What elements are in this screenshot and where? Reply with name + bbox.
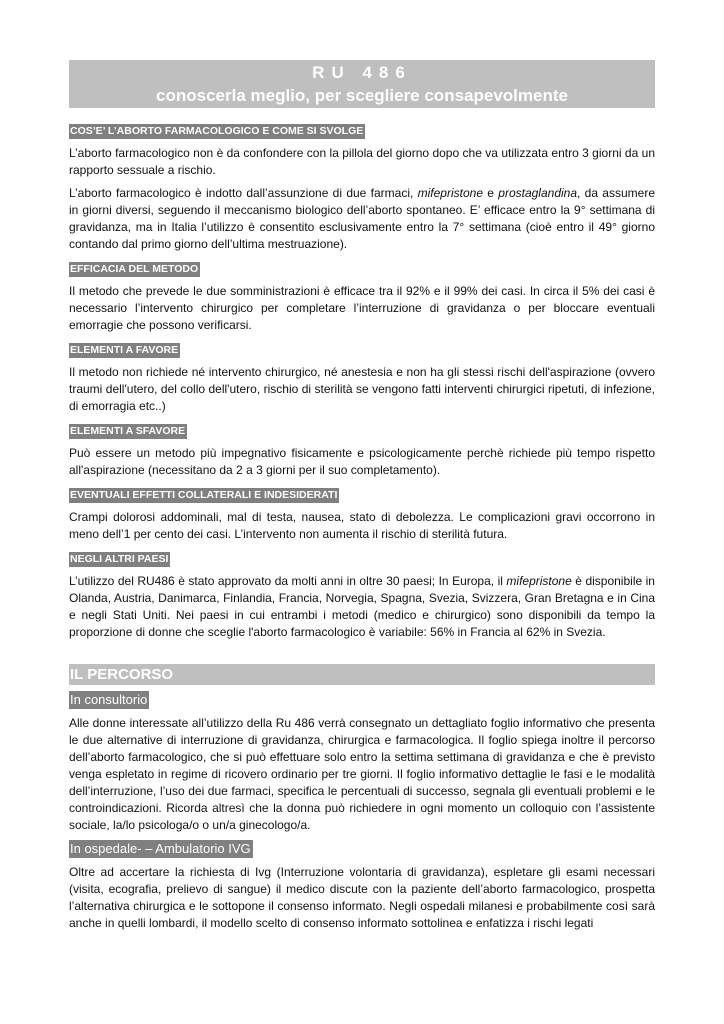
italic-term-mifepristone: mifepristone [506, 574, 572, 588]
text-run: e [483, 186, 499, 200]
text-run: è disponibile in Olanda, Austria, Danimarca, Finlandia, Francia, Norvegia, Spagna, Svezia, Svizzera, Gran Bretagna e in Cina e negli Stati Uniti. Nei paesi in cui entrambi i metodi (medico e chirurgico) sono disponibili da tempo la proporzione di donne che sceglie l'aborto farmacologico è variabile: 56% in Francia al 62% in Svezia. [69, 574, 655, 639]
section-heading-effetti: EVENTUALI EFFETTI COLLATERALI E INDESIDERATI [70, 489, 338, 501]
paragraph-paesi [69, 573, 655, 641]
paragraph-effetti: Crampi dolorosi addominali, mal di testa, nausea, stato di debolezza. Le complicazioni gravi occorrono in meno dell’1 per cento dei casi. L’intervento non aumenta il rischio di sterilità futura. [69, 510, 655, 541]
text-run: , da assumere in giorni diversi, seguendo il meccanismo biologico dell’aborto spontaneo. E’ efficace entro la 9° settimana di gravidanza, ma in Italia l’utilizzo è consentito esclusivamente entro la 7° settimana (cioè entro il 49° giorno contando dal primo giorno dell’ultima mestruazione). [69, 186, 655, 251]
paragraph-ospedale: Oltre ad accertare la richiesta di Ivg (Interruzione volontaria di gravidanza), espletare gli esami necessari (visita, ecografia, prelievo di sangue) il medico discute con la paziente dell’aborto farmacologico, prospetta l’alternativa chirurgica e le sottopone il consenso informato. Negli ospedali milanesi e probabilmente così sarà anche in quelli lombardi, il modello scelto di consenso informato sottolinea e enfatizza i rischi legati [69, 865, 655, 930]
section-heading-paesi: NEGLI ALTRI PAESI [70, 553, 169, 565]
paragraph-consultorio: Alle donne interessate all’utilizzo della Ru 486 verrà consegnato un dettagliato foglio informativo che presenta le due alternative di interruzione di gravidanza, chirurgica e farmacologica. Il foglio spiega inoltre il percorso dell’aborto farmacologico, che si può effettuare solo entro la settima settimana di gravidanza e che è previsto venga espletato in regime di ricovero ordinario per tre giorni. Il foglio informativo dettaglie le fasi e le modalità dell’interruzione, l’uso dei due farmaci, specifica le percentuali di successo, segnala gli eventuali problemi e le controindicazioni. Ricorda altresì che la donna può richiedere in ogni momento un colloquio con l’assistente sociale, la/lo psicologa/o o un/a ginecologo/a. [69, 716, 655, 832]
title-banner [69, 60, 655, 108]
section-heading-sfavore: ELEMENTI A SFAVORE [70, 425, 186, 437]
paragraph-cos-e-2 [69, 185, 655, 253]
section-heading-cos-e: COS’E’ L’ABORTO FARMACOLOGICO E COME SI SVOLGE [70, 125, 364, 137]
section-heading-favore: ELEMENTI A FAVORE [70, 344, 179, 356]
section-heading-efficacia: EFFICACIA DEL METODO [70, 263, 199, 275]
subheading-ospedale: In ospedale- – Ambulatorio IVG [70, 841, 251, 856]
paragraph-cos-e-1: L’aborto farmacologico non è da confondere con la pillola del giorno dopo che va utilizzata entro 3 giorni da un rapporto sessuale a rischio. [69, 146, 655, 177]
text-run: L’utilizzo del RU486 è stato approvato da molti anni in oltre 30 paesi; In Europa, il [69, 574, 507, 588]
paragraph-favore: Il metodo non richiede né intervento chirurgico, né anestesia e non ha gli stessi rischi dell'aspirazione (ovvero traumi dell'utero, del collo dell'utero, rischio di sterilità se vengono fatti interventi chirurgici ripetuti, di infezione, di emorragia etc..) [69, 365, 655, 413]
paragraph-efficacia: Il metodo che prevede le due somministrazioni è efficace tra il 92% e il 99% dei casi. In circa il 5% dei casi è necessario l’intervento chirurgico per completare l’interruzione di gravidanza o per bloccare eventuali emorragie che possono verificarsi. [69, 284, 655, 332]
italic-term-mifepristone: mifepristone [417, 186, 483, 200]
title-subtitle: conoscerla meglio, per scegliere consapevolmente [156, 86, 568, 105]
paragraph-sfavore: Può essere un metodo più impegnativo fisicamente e psicologicamente perchè richiede più tempo rispetto all'aspirazione (necessitano da 2 a 3 giorni per il suo completamento). [69, 446, 655, 477]
document-content [69, 60, 655, 932]
italic-term-prostaglandina: prostaglandina [498, 186, 578, 200]
subheading-consultorio: In consultorio [70, 692, 148, 707]
title-main: RU 486 [312, 63, 412, 82]
text-run: L’aborto farmacologico è indotto dall’assunzione di due farmaci, [69, 186, 418, 200]
section-heading-percorso: IL PERCORSO [69, 664, 655, 685]
